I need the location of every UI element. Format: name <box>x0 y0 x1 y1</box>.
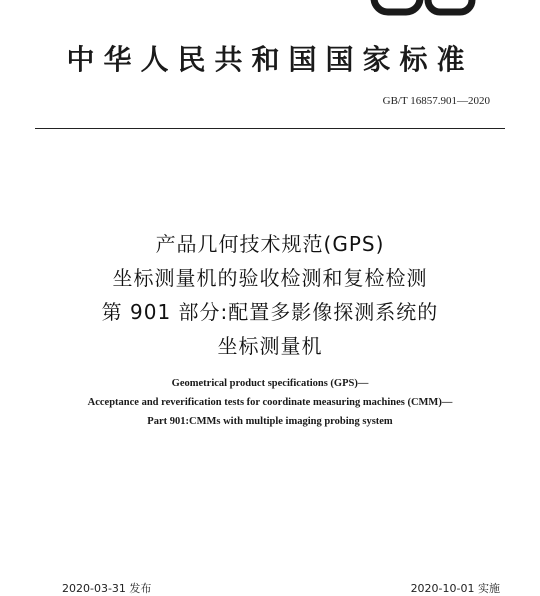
title-en-line-2: Acceptance and reverification tests for coordinate measuring machines (CMM)— <box>87 397 453 408</box>
title-cn-line-2: 坐标测量机的验收检测和复检检测 <box>112 266 428 290</box>
title-en-line-1: Geometrical product specifications (GPS)— <box>171 378 369 389</box>
title-en-line-3: Part 901:CMMs with multiple imaging probing system <box>147 416 393 427</box>
standard-code: GB/T 16857.901—2020 <box>382 95 490 107</box>
title-cn-line-4: 坐标测量机 <box>217 334 323 358</box>
title-cn-line-1: 产品几何技术规范(GPS) <box>155 232 385 256</box>
title-cn-line-3: 第 901 部分:配置多影像探测系统的 <box>101 300 439 324</box>
organization-name: 中华人民共和国国家标准 <box>66 43 474 76</box>
issue-date: 2020-03-31 发布 <box>62 582 152 595</box>
header-divider <box>35 128 505 129</box>
gb-logo-icon <box>370 0 478 18</box>
implementation-date: 2020-10-01 实施 <box>410 582 500 595</box>
